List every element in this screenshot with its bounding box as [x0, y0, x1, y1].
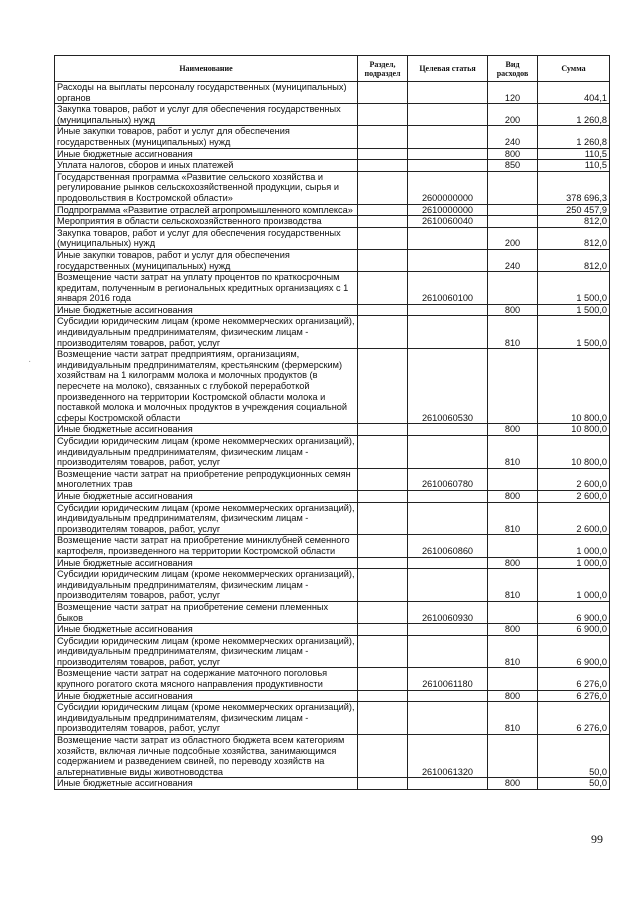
cell-article [408, 104, 488, 126]
cell-section [358, 624, 408, 636]
cell-section [358, 468, 408, 490]
cell-sum: 250 457,9 [538, 204, 610, 216]
cell-type [488, 216, 538, 228]
table-row [55, 535, 610, 557]
cell-name: Возмещение части затрат из областного бюджета всем категориям хозяйств, включая личные подсобные хозяйства, занимающимся содержанием и разведением свиней, по переводу хозяйств на альтернативные виды животноводства [55, 735, 358, 778]
cell-section [358, 557, 408, 569]
table-row [55, 635, 610, 668]
cell-sum: 1 260,8 [538, 104, 610, 126]
cell-section [358, 601, 408, 623]
cell-article [408, 569, 488, 602]
cell-type: 240 [488, 249, 538, 271]
table-row [55, 104, 610, 126]
table-row [55, 204, 610, 216]
cell-section [358, 702, 408, 735]
cell-sum: 6 900,0 [538, 601, 610, 623]
cell-type: 200 [488, 227, 538, 249]
table-row [55, 272, 610, 305]
cell-section [358, 668, 408, 690]
header-section: Раздел, подраздел [358, 56, 408, 82]
cell-type [488, 272, 538, 305]
table-row [55, 468, 610, 490]
cell-sum: 378 696,3 [538, 171, 610, 204]
cell-sum: 1 000,0 [538, 535, 610, 557]
table-row [55, 249, 610, 271]
cell-name: Иные бюджетные ассигнования [55, 624, 358, 636]
cell-name: Субсидии юридическим лицам (кроме некоммерческих организаций), индивидуальным предпринимателям, физическим лицам - производителям товаров, работ, услуг [55, 569, 358, 602]
table-row [55, 436, 610, 469]
cell-section [358, 349, 408, 424]
cell-section [358, 490, 408, 502]
table-row [55, 216, 610, 228]
cell-article: 2610060780 [408, 468, 488, 490]
cell-type [488, 468, 538, 490]
cell-type: 810 [488, 635, 538, 668]
cell-article [408, 160, 488, 172]
table-row [55, 82, 610, 104]
cell-section [358, 316, 408, 349]
cell-type: 800 [488, 424, 538, 436]
table-row [55, 490, 610, 502]
table-row [55, 702, 610, 735]
cell-section [358, 436, 408, 469]
cell-article [408, 436, 488, 469]
cell-section [358, 171, 408, 204]
cell-section [358, 160, 408, 172]
cell-name: Возмещение части затрат на приобретение семени племенных быков [55, 601, 358, 623]
cell-sum: 404,1 [538, 82, 610, 104]
cell-type: 850 [488, 160, 538, 172]
table-row [55, 601, 610, 623]
cell-type [488, 349, 538, 424]
table-row [55, 227, 610, 249]
header-sum: Сумма [538, 56, 610, 82]
cell-name: Государственная программа «Развитие сельского хозяйства и регулирование рынков сельскохозяйственной продукции, сырья и продовольствия в Костромской области» [55, 171, 358, 204]
cell-section [358, 502, 408, 535]
cell-type [488, 601, 538, 623]
cell-section [358, 104, 408, 126]
table-row [55, 624, 610, 636]
cell-sum: 812,0 [538, 216, 610, 228]
cell-sum: 6 900,0 [538, 635, 610, 668]
cell-article [408, 227, 488, 249]
cell-type: 800 [488, 490, 538, 502]
cell-sum: 10 800,0 [538, 349, 610, 424]
table-row [55, 569, 610, 602]
table-body [55, 82, 610, 790]
cell-name: Подпрограмма «Развитие отраслей агропромышленного комплекса» [55, 204, 358, 216]
cell-article: 2610061180 [408, 668, 488, 690]
table-row [55, 557, 610, 569]
cell-name: Мероприятия в области сельскохозяйственного производства [55, 216, 358, 228]
table-row [55, 424, 610, 436]
cell-article [408, 702, 488, 735]
page-number: 99 [591, 832, 603, 846]
table-row [55, 304, 610, 316]
cell-type [488, 204, 538, 216]
cell-article: 2610060930 [408, 601, 488, 623]
table-row [55, 160, 610, 172]
cell-article [408, 690, 488, 702]
cell-name: Иные закупки товаров, работ и услуг для обеспечения государственных (муниципальных) нужд [55, 249, 358, 271]
cell-sum: 2 600,0 [538, 490, 610, 502]
cell-name: Возмещение части затрат на уплату процентов по краткосрочным кредитам, полученным в региональных кредитных организациях с 1 января 2016 года [55, 272, 358, 305]
cell-article [408, 624, 488, 636]
table-row [55, 148, 610, 160]
cell-name: Иные бюджетные ассигнования [55, 304, 358, 316]
header-article: Целевая статья [408, 56, 488, 82]
cell-sum: 50,0 [538, 778, 610, 790]
cell-type [488, 735, 538, 778]
cell-sum: 1 000,0 [538, 569, 610, 602]
cell-sum: 6 276,0 [538, 690, 610, 702]
cell-sum: 1 000,0 [538, 557, 610, 569]
cell-article [408, 424, 488, 436]
cell-name: Закупка товаров, работ и услуг для обеспечения государственных (муниципальных) нужд [55, 104, 358, 126]
cell-type: 240 [488, 126, 538, 148]
cell-name: Уплата налогов, сборов и иных платежей [55, 160, 358, 172]
cell-name: Иные бюджетные ассигнования [55, 778, 358, 790]
cell-name: Возмещение части затрат предприятиям, организациям, индивидуальным предпринимателям, крестьянским (фермерским) хозяйствам на 1 килограмм молока и молочных продуктов (в пересчете на молоко), связанных с глубокой переработкой произведенного на территории Костромской области молока и поставкой молока и молочных продуктов в учреждения социальной сферы Костромской области [55, 349, 358, 424]
cell-name: Иные закупки товаров, работ и услуг для обеспечения государственных (муниципальных) нужд [55, 126, 358, 148]
cell-article: 2610000000 [408, 204, 488, 216]
cell-type: 800 [488, 624, 538, 636]
table-row [55, 316, 610, 349]
cell-name: Иные бюджетные ассигнования [55, 490, 358, 502]
cell-section [358, 82, 408, 104]
cell-type: 810 [488, 502, 538, 535]
cell-sum: 1 500,0 [538, 316, 610, 349]
cell-article [408, 557, 488, 569]
cell-name: Иные бюджетные ассигнования [55, 557, 358, 569]
table-row [55, 171, 610, 204]
cell-sum: 110,5 [538, 160, 610, 172]
cell-article [408, 316, 488, 349]
cell-article [408, 126, 488, 148]
cell-section [358, 424, 408, 436]
cell-sum: 1 500,0 [538, 272, 610, 305]
cell-sum: 6 276,0 [538, 702, 610, 735]
cell-article [408, 778, 488, 790]
cell-name: Субсидии юридическим лицам (кроме некоммерческих организаций), индивидуальным предпринимателям, физическим лицам - производителям товаров, работ, услуг [55, 436, 358, 469]
cell-type: 800 [488, 148, 538, 160]
table-row [55, 778, 610, 790]
cell-sum: 10 800,0 [538, 436, 610, 469]
cell-sum: 812,0 [538, 249, 610, 271]
cell-type: 800 [488, 690, 538, 702]
cell-name: Субсидии юридическим лицам (кроме некоммерческих организаций), индивидуальным предпринимателям, физическим лицам - производителям товаров, работ, услуг [55, 316, 358, 349]
budget-table [54, 55, 610, 790]
cell-name: Закупка товаров, работ и услуг для обеспечения государственных (муниципальных) нужд [55, 227, 358, 249]
cell-article [408, 490, 488, 502]
cell-type: 800 [488, 557, 538, 569]
cell-type [488, 668, 538, 690]
cell-name: Расходы на выплаты персоналу государственных (муниципальных) органов [55, 82, 358, 104]
cell-section [358, 635, 408, 668]
cell-type: 810 [488, 436, 538, 469]
cell-type: 800 [488, 304, 538, 316]
cell-section [358, 535, 408, 557]
cell-name: Возмещение части затрат на приобретение миниклубней семенного картофеля, произведенного на территории Костромской области [55, 535, 358, 557]
table-row [55, 502, 610, 535]
table-row [55, 668, 610, 690]
table-row [55, 690, 610, 702]
cell-sum: 6 900,0 [538, 624, 610, 636]
table-row [55, 735, 610, 778]
cell-section [358, 227, 408, 249]
cell-type: 120 [488, 82, 538, 104]
cell-section [358, 204, 408, 216]
cell-sum: 812,0 [538, 227, 610, 249]
cell-type: 200 [488, 104, 538, 126]
cell-article [408, 502, 488, 535]
cell-section [358, 304, 408, 316]
cell-sum: 6 276,0 [538, 668, 610, 690]
table-row [55, 349, 610, 424]
cell-name: Субсидии юридическим лицам (кроме некоммерческих организаций), индивидуальным предпринимателям, физическим лицам - производителям товаров, работ, услуг [55, 635, 358, 668]
cell-section [358, 216, 408, 228]
cell-name: Иные бюджетные ассигнования [55, 148, 358, 160]
cell-sum: 10 800,0 [538, 424, 610, 436]
cell-section [358, 126, 408, 148]
cell-section [358, 778, 408, 790]
cell-article: 2610060860 [408, 535, 488, 557]
table-row [55, 126, 610, 148]
header-name: Наименование [55, 56, 358, 82]
margin-mark: · [28, 356, 32, 367]
cell-sum: 110,5 [538, 148, 610, 160]
cell-section [358, 249, 408, 271]
cell-article: 2610060040 [408, 216, 488, 228]
cell-sum: 1 260,8 [538, 126, 610, 148]
cell-type [488, 535, 538, 557]
cell-section [358, 272, 408, 305]
cell-sum: 50,0 [538, 735, 610, 778]
cell-type [488, 171, 538, 204]
header-type: Вид расходов [488, 56, 538, 82]
cell-sum: 2 600,0 [538, 468, 610, 490]
cell-name: Возмещение части затрат на приобретение репродукционных семян многолетних трав [55, 468, 358, 490]
cell-article [408, 82, 488, 104]
cell-type: 810 [488, 569, 538, 602]
cell-name: Иные бюджетные ассигнования [55, 424, 358, 436]
cell-article [408, 148, 488, 160]
cell-name: Субсидии юридическим лицам (кроме некоммерческих организаций), индивидуальным предпринимателям, физическим лицам - производителям товаров, работ, услуг [55, 502, 358, 535]
cell-article: 2610060530 [408, 349, 488, 424]
cell-name: Возмещение части затрат на содержание маточного поголовья крупного рогатого скота мясного направления продуктивности [55, 668, 358, 690]
cell-article [408, 304, 488, 316]
cell-type: 800 [488, 778, 538, 790]
table-header-row [55, 56, 610, 82]
cell-sum: 2 600,0 [538, 502, 610, 535]
cell-name: Иные бюджетные ассигнования [55, 690, 358, 702]
cell-section [358, 690, 408, 702]
cell-article [408, 249, 488, 271]
cell-type: 810 [488, 702, 538, 735]
cell-article: 2600000000 [408, 171, 488, 204]
cell-sum: 1 500,0 [538, 304, 610, 316]
cell-article [408, 635, 488, 668]
cell-section [358, 735, 408, 778]
cell-article: 2610060100 [408, 272, 488, 305]
cell-section [358, 569, 408, 602]
cell-section [358, 148, 408, 160]
cell-name: Субсидии юридическим лицам (кроме некоммерческих организаций), индивидуальным предпринимателям, физическим лицам - производителям товаров, работ, услуг [55, 702, 358, 735]
cell-type: 810 [488, 316, 538, 349]
cell-article: 2610061320 [408, 735, 488, 778]
